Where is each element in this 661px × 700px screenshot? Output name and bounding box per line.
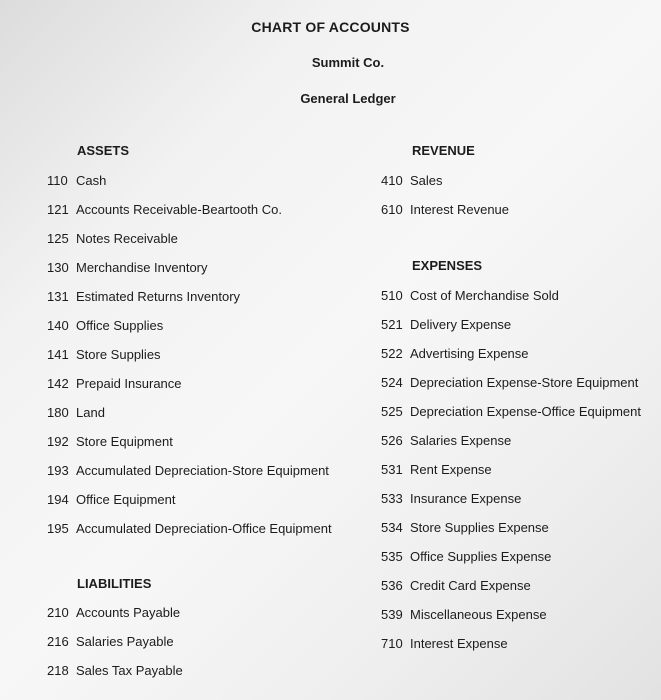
account-row <box>47 224 332 253</box>
account-name: Salaries Expense <box>410 433 512 448</box>
account-number: 194 <box>47 492 69 507</box>
account-number: 521 <box>381 317 403 332</box>
account-name: Accounts Payable <box>76 605 181 620</box>
account-number: 526 <box>381 433 403 448</box>
account-row <box>381 166 509 195</box>
expenses-heading: EXPENSES <box>412 258 483 273</box>
account-number: 193 <box>47 463 69 478</box>
account-number: 195 <box>47 521 69 536</box>
account-row <box>47 166 332 195</box>
account-row <box>381 339 641 368</box>
account-name: Sales Tax Payable <box>76 663 183 678</box>
revenue-heading: REVENUE <box>412 143 475 158</box>
account-name: Interest Revenue <box>410 202 510 217</box>
account-row <box>381 195 509 224</box>
account-number: 535 <box>381 549 403 564</box>
account-number: 710 <box>381 636 403 651</box>
account-number: 121 <box>47 202 69 217</box>
account-name: Store Supplies <box>76 347 161 362</box>
account-row <box>47 427 332 456</box>
account-number: 510 <box>381 288 403 303</box>
document-title: CHART OF ACCOUNTS <box>251 19 410 35</box>
account-name: Accumulated Depreciation-Office Equipment <box>76 521 332 536</box>
account-row <box>47 598 183 627</box>
account-name: Store Equipment <box>76 434 173 449</box>
account-number: 180 <box>47 405 69 420</box>
account-row <box>381 600 641 629</box>
account-row <box>47 195 332 224</box>
account-name: Land <box>76 405 105 420</box>
account-name: Accumulated Depreciation-Store Equipment <box>76 463 329 478</box>
account-row <box>381 513 641 542</box>
account-number: 410 <box>381 173 403 188</box>
account-number: 192 <box>47 434 69 449</box>
account-row <box>381 426 641 455</box>
account-name: Notes Receivable <box>76 231 178 246</box>
account-row <box>47 627 183 656</box>
account-number: 533 <box>381 491 403 506</box>
account-number: 534 <box>381 520 403 535</box>
account-row <box>381 368 641 397</box>
account-name: Salaries Payable <box>76 634 174 649</box>
company-name: Summit Co. <box>311 55 385 70</box>
account-row <box>47 253 332 282</box>
account-number: 536 <box>381 578 403 593</box>
account-number: 141 <box>47 347 69 362</box>
account-name: Office Equipment <box>76 492 176 507</box>
account-row <box>47 369 332 398</box>
account-name: Depreciation Expense-Office Equipment <box>410 404 641 419</box>
assets-list <box>47 166 332 543</box>
account-number: 216 <box>47 634 69 649</box>
account-row <box>47 398 332 427</box>
account-row <box>381 310 641 339</box>
account-name: Merchandise Inventory <box>76 260 208 275</box>
account-name: Rent Expense <box>410 462 492 477</box>
account-row <box>47 282 332 311</box>
account-row <box>381 281 641 310</box>
account-number: 140 <box>47 318 69 333</box>
account-name: Depreciation Expense-Store Equipment <box>410 375 639 390</box>
liabilities-heading: LIABILITIES <box>77 576 152 591</box>
account-name: Delivery Expense <box>410 317 512 332</box>
account-row <box>381 484 641 513</box>
account-name: Accounts Receivable-Beartooth Co. <box>76 202 282 217</box>
account-number: 131 <box>47 289 69 304</box>
account-row <box>47 456 332 485</box>
account-number: 218 <box>47 663 69 678</box>
account-name: Insurance Expense <box>410 491 522 506</box>
account-row <box>47 340 332 369</box>
ledger-name: General Ledger <box>300 91 396 106</box>
account-row <box>381 629 641 658</box>
account-row <box>47 514 332 543</box>
liabilities-list <box>47 598 183 685</box>
account-number: 539 <box>381 607 403 622</box>
account-name: Miscellaneous Expense <box>410 607 547 622</box>
account-number: 125 <box>47 231 69 246</box>
account-name: Sales <box>410 173 443 188</box>
expenses-list <box>381 281 641 658</box>
account-row <box>381 455 641 484</box>
account-row <box>381 571 641 600</box>
account-name: Estimated Returns Inventory <box>76 289 241 304</box>
account-number: 522 <box>381 346 403 361</box>
revenue-list <box>381 166 509 224</box>
account-number: 610 <box>381 202 403 217</box>
account-number: 525 <box>381 404 403 419</box>
account-number: 531 <box>381 462 403 477</box>
account-number: 142 <box>47 376 69 391</box>
account-number: 110 <box>47 173 68 188</box>
account-name: Store Supplies Expense <box>410 520 549 535</box>
account-row <box>47 485 332 514</box>
account-number: 210 <box>47 605 69 620</box>
account-name: Office Supplies <box>76 318 164 333</box>
account-name: Cost of Merchandise Sold <box>410 288 559 303</box>
account-name: Credit Card Expense <box>410 578 531 593</box>
account-row <box>47 656 183 685</box>
account-name: Prepaid Insurance <box>76 376 182 391</box>
account-number: 524 <box>381 375 403 390</box>
account-row <box>381 397 641 426</box>
account-name: Office Supplies Expense <box>410 549 552 564</box>
account-row <box>47 311 332 340</box>
account-name: Advertising Expense <box>410 346 529 361</box>
account-row <box>381 542 641 571</box>
assets-heading: ASSETS <box>77 143 130 158</box>
account-name: Cash <box>76 173 107 188</box>
account-number: 130 <box>47 260 69 275</box>
account-name: Interest Expense <box>410 636 508 651</box>
